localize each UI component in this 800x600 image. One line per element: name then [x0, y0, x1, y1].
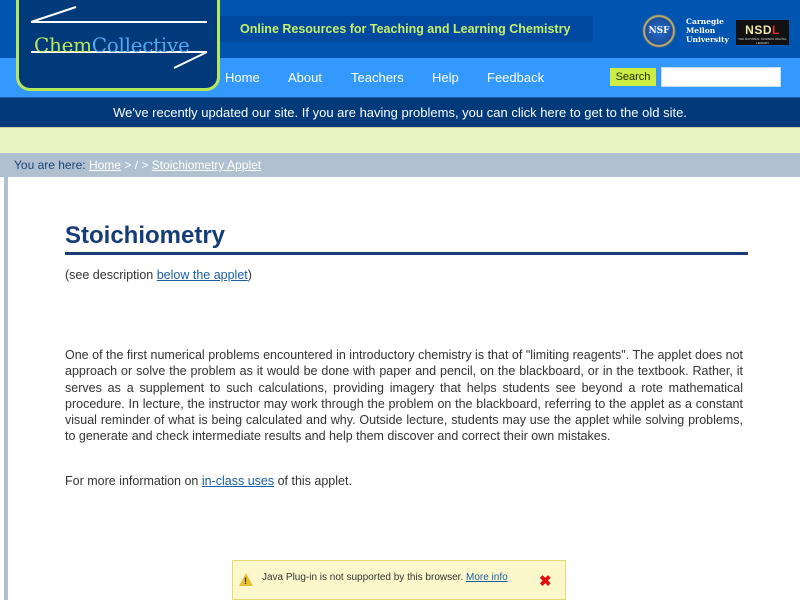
title-divider — [65, 252, 748, 255]
green-spacer-bar — [0, 127, 800, 153]
more-info-line — [65, 474, 352, 488]
breadcrumb-stoichiometry-applet[interactable]: Stoichiometry Applet — [151, 158, 262, 172]
search-input[interactable] — [661, 67, 781, 87]
description-paragraph: One of the first numerical problems encountered in introductory chemistry is that of "limiting reagents". The applet does not approach or solve the problem as it would be done with paper and pencil, on the blackboard, or in the textbook. Rather, it serves as a supplement to such calculations, providing imagery that helps students see beyond a rote mathematical procedure. In lecture, the instructor may work through the problem on the blackboard, referring to the applet as a constant visual reminder of what is being calculated and why. Outside lecture, students may use the applet while solving problems, to generate and check intermediate results and help them discover and correct their own mistakes. — [65, 348, 743, 444]
warning-exclamation-icon: ! — [244, 576, 247, 586]
site-tagline: Online Resources for Teaching and Learning Chemistry — [220, 16, 593, 42]
site-update-banner[interactable]: We've recently updated our site. If you are having problems, you can click here to get to the old site. — [0, 97, 800, 127]
search-button[interactable]: Search — [610, 68, 656, 86]
nav-help[interactable]: Help — [432, 70, 459, 85]
breadcrumb-separator: > — [124, 158, 132, 172]
nsf-logo-icon[interactable]: NSF — [642, 14, 676, 48]
more-info-suffix: of this applet. — [274, 474, 352, 488]
nav-about[interactable]: About — [288, 70, 322, 85]
page-title: Stoichiometry — [65, 222, 226, 249]
logo-text-collective: Collective — [91, 33, 190, 57]
nav-feedback[interactable]: Feedback — [487, 70, 545, 85]
logo-text-chem: Chem — [34, 33, 92, 57]
java-plugin-notice — [232, 560, 566, 600]
nav-home[interactable]: Home — [225, 70, 260, 85]
cmu-line-1: Carnegie — [686, 17, 724, 26]
nsdl-text: NSDL — [745, 23, 780, 37]
nsdl-subtitle: THE NATIONAL SCIENCE DIGITAL LIBRARY — [738, 37, 787, 45]
in-class-uses-link[interactable]: in-class uses — [201, 474, 275, 488]
nsdl-logo[interactable] — [736, 20, 789, 45]
breadcrumb — [0, 153, 800, 177]
see-description-suffix: ) — [247, 268, 252, 282]
close-icon[interactable]: ✖ — [539, 573, 552, 590]
breadcrumb-home[interactable]: Home — [88, 158, 121, 172]
breadcrumb-separator: / — [134, 158, 139, 172]
nav-teachers[interactable]: Teachers — [351, 70, 404, 85]
chemcollective-logo[interactable] — [16, 0, 220, 91]
plugin-message — [262, 572, 508, 583]
plugin-message-text: Java Plug-in is not supported by this browser. — [262, 572, 464, 583]
breadcrumb-separator: > — [141, 158, 149, 172]
partner-logos — [640, 14, 800, 50]
breadcrumb-label: You are here: — [14, 158, 86, 172]
cmu-line-3: University — [686, 35, 729, 44]
below-the-applet-link[interactable]: below the applet — [156, 268, 248, 282]
more-info-link[interactable]: More info — [466, 572, 508, 583]
logo-text — [34, 33, 190, 57]
cmu-line-2: Mellon — [686, 26, 716, 35]
more-info-prefix: For more information on — [65, 474, 202, 488]
see-description-note — [65, 268, 252, 282]
see-description-prefix: (see description — [65, 268, 157, 282]
cmu-logo[interactable] — [686, 17, 729, 44]
